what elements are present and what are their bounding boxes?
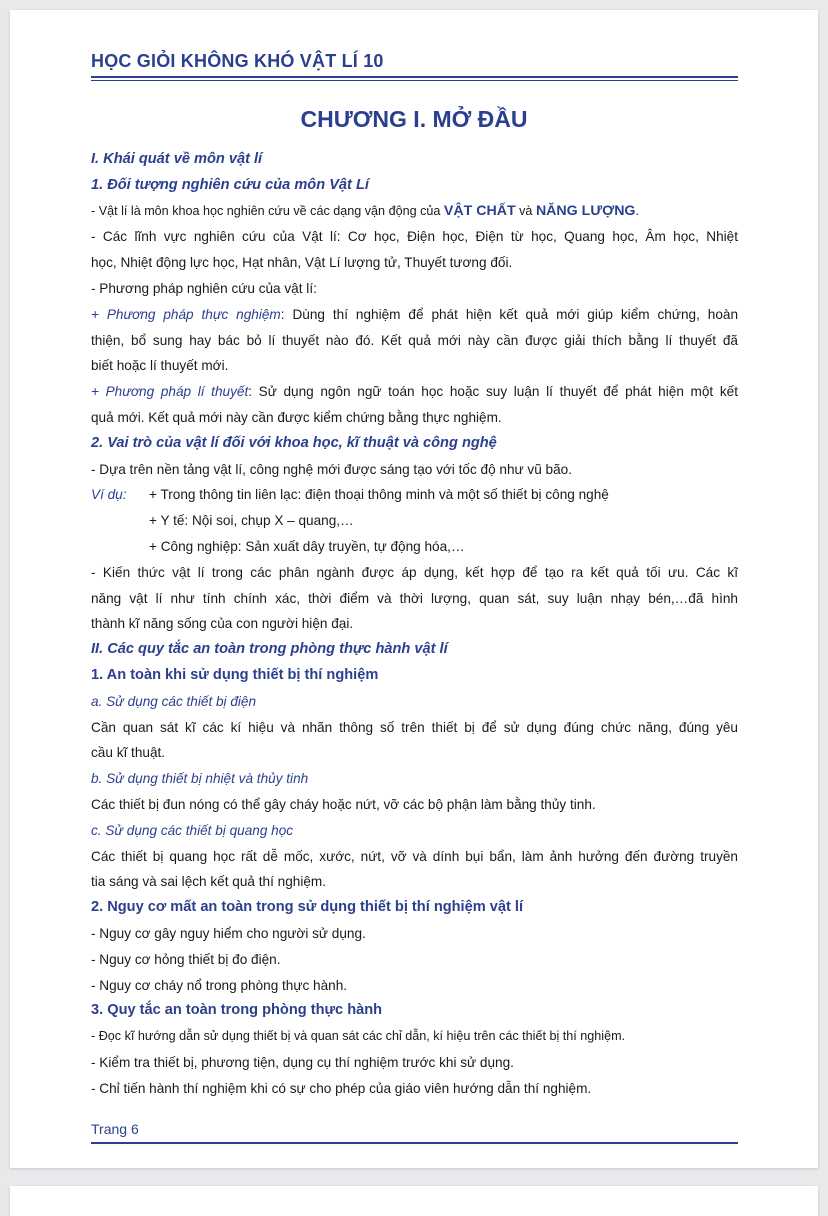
skills-line-2: năng vật lí như tính chính xác, thời điểm và thời lượng, quan sát, suy luận nhạy bén,…đã hình [91,590,738,606]
page-content [91,147,738,1101]
header-rule-thick [91,76,738,78]
experimental-method-text: : Dùng thí nghiệm để phát hiện kết quả mới giúp kiểm chứng, hoàn [280,306,738,322]
theoretical-method-label: + Phương pháp lí thuyết [91,384,249,400]
section-2-3-heading: 3. Quy tắc an toàn trong phòng thực hành [91,1002,383,1019]
rule-item: - Đọc kĩ hướng dẫn sử dụng thiết bị và quan sát các chỉ dẫn, kí hiệu trên các thiết bị thí nghiệm. [91,1029,626,1044]
footer-rule [91,1142,738,1144]
section-1-heading: I. Khái quát về môn vật lí [91,151,263,167]
highlight-energy: NĂNG LƯỢNG [535,202,636,219]
optical-devices-line-1: Các thiết bị quang học rất dễ mốc, xước, nứt, vỡ và dính bụi bẩn, làm ảnh hưởng đến đường truyền [91,848,738,864]
example-label: Ví dụ: [91,487,127,503]
highlight-matter: VẬT CHẤT [443,202,516,219]
skills-line-1: - Kiến thức vật lí trong các phân ngành được áp dụng, kết hợp để tạo ra kết quả tối ưu. Các kĩ [91,564,738,580]
methods-intro: - Phương pháp nghiên cứu của vật lí: [91,280,317,296]
book-title: HỌC GIỎI KHÔNG KHÓ VẬT LÍ 10 [91,51,384,71]
electrical-devices-heading: a. Sử dụng các thiết bị điện [91,693,257,709]
thermal-glass-line-1: Các thiết bị đun nóng có thể gây cháy hoặc nứt, vỡ các bộ phận làm bằng thủy tinh. [91,796,596,812]
optical-devices-line-2: tia sáng và sai lệch kết quả thí nghiệm. [91,874,327,890]
experimental-method-line-1 [91,302,738,328]
optical-devices-heading: c. Sử dụng các thiết bị quang học [91,822,294,838]
page-number: Trang 6 [91,1121,139,1137]
rule-item: - Kiểm tra thiết bị, phương tiện, dụng cụ thí nghiệm trước khi sử dụng. [91,1054,514,1070]
risk-item: - Nguy cơ hỏng thiết bị đo điện. [91,951,281,967]
physics-definition-line [91,199,738,225]
chapter-title: CHƯƠNG I. MỞ ĐẦU [300,106,528,132]
header-rule-thin [91,80,738,81]
theoretical-method-line-2: quả mới. Kết quả mới này cần được kiểm chứng bằng thực nghiệm. [91,409,502,425]
definition-text: - Vật lí là môn khoa học nghiên cứu về các dạng vận động của [91,203,444,218]
definition-end: . [635,203,639,218]
section-2-heading: II. Các quy tắc an toàn trong phòng thực hành vật lí [91,641,448,658]
definition-connector: và [515,203,536,218]
example-line-1 [91,482,738,508]
risk-item: - Nguy cơ gây nguy hiểm cho người sử dụng. [91,925,366,941]
theoretical-method-line-1 [91,379,738,405]
section-2-1-heading: 1. An toàn khi sử dụng thiết bị thí nghiệm [91,666,379,683]
thermal-glass-heading: b. Sử dụng thiết bị nhiệt và thủy tinh [91,771,309,787]
document-page [10,10,818,1168]
experimental-method-line-3: biết hoặc lí thuyết mới. [91,358,229,374]
example-medical: + Y tế: Nội soi, chụp X – quang,… [149,513,354,529]
risk-item: - Nguy cơ cháy nổ trong phòng thực hành. [91,977,348,993]
fields-line-1: - Các lĩnh vực nghiên cứu của Vật lí: Cơ học, Điện học, Điện từ học, Quang học, Âm học, Nhiệt [91,229,738,245]
rule-item: - Chỉ tiến hành thí nghiệm khi có sự cho phép của giáo viên hướng dẫn thí nghiệm. [91,1080,592,1096]
section-2-2-heading: 2. Nguy cơ mất an toàn trong sử dụng thiết bị thí nghiệm vật lí [91,899,524,916]
section-1-2-heading: 2. Vai trò của vật lí đối với khoa học, kĩ thuật và công nghệ [91,434,497,451]
role-line-1: - Dựa trên nền tảng vật lí, công nghệ mới được sáng tạo với tốc độ như vũ bão. [91,461,572,477]
experimental-method-line-2: thiện, bổ sung hay bác bỏ lí thuyết nào đó. Kết quả mới này cần được giải thích bằng lí thuyết đã [91,332,738,348]
example-telecom: + Trong thông tin liên lạc: điện thoại thông minh và một số thiết bị công nghệ [149,487,609,503]
section-1-1-heading: 1. Đối tượng nghiên cứu của môn Vật Lí [91,176,369,193]
electrical-devices-line-1: Cần quan sát kĩ các kí hiệu và nhãn thông số trên thiết bị để sử dụng đúng chức năng, đúng yêu [91,719,738,735]
example-industry: + Công nghiệp: Sản xuất dây truyền, tự động hóa,… [149,538,465,554]
electrical-devices-line-2: cầu kĩ thuật. [91,745,166,761]
next-page-edge [10,1186,818,1216]
theoretical-method-text: : Sử dụng ngôn ngữ toán học hoặc suy luận lí thuyết để phát hiện một kết [248,384,738,400]
skills-line-3: thành kĩ năng sống của con người hiện đại. [91,616,354,632]
experimental-method-label: + Phương pháp thực nghiệm [91,306,281,322]
fields-line-2: học, Nhiệt động lực học, Hạt nhân, Vật Lí lượng tử, Thuyết tương đối. [91,255,513,271]
